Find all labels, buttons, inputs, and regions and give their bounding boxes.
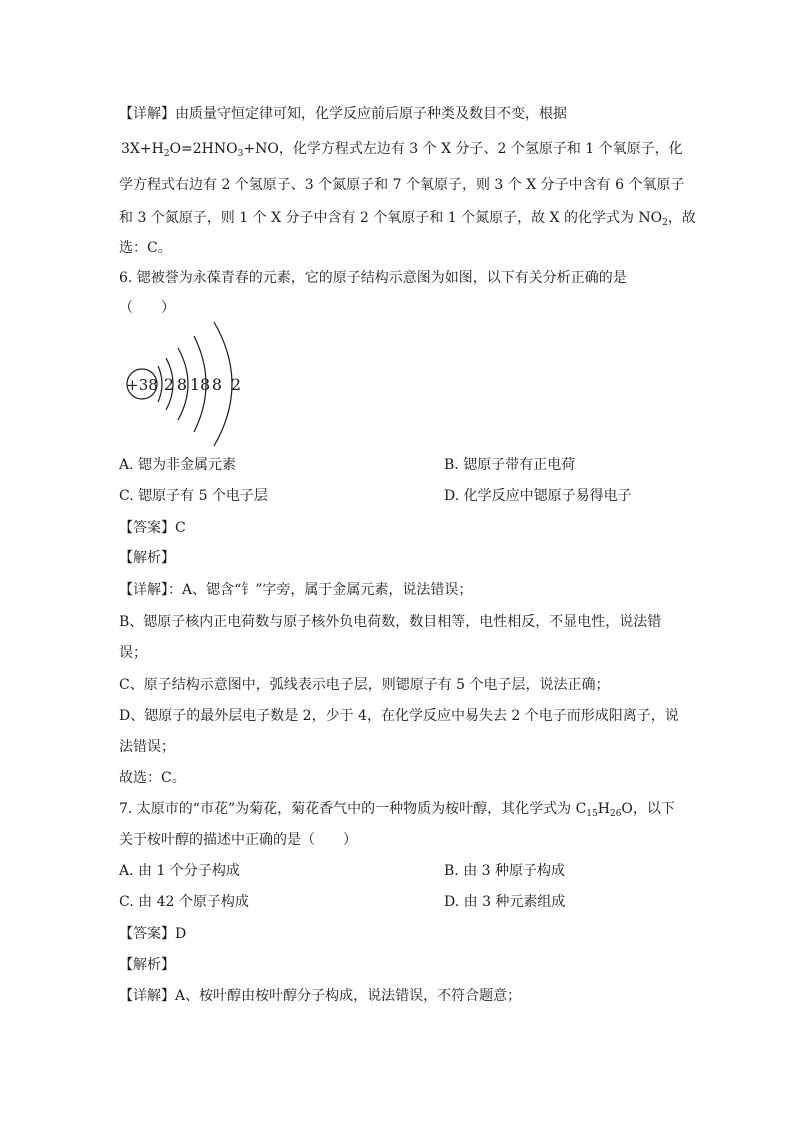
q5-detail-line-1: 【详解】由质量守恒定律可知，化学反应前后原子种类及数目不变，根据 xyxy=(119,106,567,122)
q6-detail-d-line-2: 法错误； xyxy=(119,739,175,755)
q6-option-a: A. 锶为非金属元素 xyxy=(119,457,237,473)
q7-option-c: C. 由 42 个原子构成 xyxy=(119,894,249,910)
atomic-structure-diagram xyxy=(118,318,258,454)
q7-stem-line-1: 7. 太原市的“市花”为菊花，菊花香气中的一种物质为桉叶醇，其化学式为 $C_{15}H_{26}O$，以下 xyxy=(119,801,675,819)
q7-option-a: A. 由 1 个分子构成 xyxy=(119,863,240,879)
q5-detail-line-5: 选：C。 xyxy=(119,240,172,256)
shell-electrons-4: 8 xyxy=(211,375,223,394)
q7-detail-a: 【详解】A、桉叶醇由桉叶醇分子构成，说法错误，不符合题意； xyxy=(119,988,522,1004)
q6-detail-b-line-2: 误； xyxy=(119,645,147,661)
q7-analysis-heading: 【解析】 xyxy=(119,957,175,973)
q5-detail-line-3: 学方程式右边有 2 个氢原子、3 个氮原子和 7 个氧原子，则 3 个 X 分子中含有 6 个氧原子 xyxy=(119,177,685,193)
q6-conclusion: 故选：C。 xyxy=(119,770,186,786)
q6-detail-a: 【详解】：A、锶含“钅”字旁，属于金属元素，说法错误； xyxy=(119,582,473,598)
electron-shell-arc-1 xyxy=(158,366,162,402)
q6-detail-d-line-1: D、锶原子的最外层电子数是 2，少于 4，在化学反应中易失去 2 个电子而形成阳离子，说 xyxy=(119,708,679,724)
equation: $3X+H_2O=2HNO_3+NO$ xyxy=(121,141,279,159)
q6-answer: 【答案】C xyxy=(119,520,186,536)
q6-analysis-heading: 【解析】 xyxy=(119,550,175,566)
shell-electrons-1: 2 xyxy=(163,375,175,394)
q6-stem-line-2: （ ） xyxy=(119,300,175,316)
q6-option-b: B. 锶原子带有正电荷 xyxy=(444,457,576,473)
q5-detail-line-2: $3X+H_2O=2HNO_3+NO$，化学方程式左边有 3 个 X 分子、2 个氢原子和 1 个氧原子，化 xyxy=(121,141,683,159)
q7-option-b: B. 由 3 种原子构成 xyxy=(444,863,565,879)
shell-electrons-5: 2 xyxy=(230,375,242,394)
q6-stem-line-1: 6. 锶被誉为永葆青春的元素，它的原子结构示意图为如图，以下有关分析正确的是 xyxy=(119,270,627,286)
nucleus-charge: +38 xyxy=(126,376,158,394)
q7-option-d: D. 由 3 种元素组成 xyxy=(444,894,566,910)
q6-option-c: C. 锶原子有 5 个电子层 xyxy=(119,488,268,504)
shell-electrons-3: 18 xyxy=(189,375,211,394)
q7-stem-line-2: 关于桉叶醇的描述中正确的是（ ） xyxy=(119,832,357,848)
q7-answer: 【答案】D xyxy=(119,926,187,942)
shell-electrons-2: 8 xyxy=(176,375,188,394)
q6-option-d: D. 化学反应中锶原子易得电子 xyxy=(444,488,632,504)
q6-detail-c: C、原子结构示意图中，弧线表示电子层，则锶原子有 5 个电子层，说法正确； xyxy=(119,677,610,693)
q5-detail-line-4: 和 3 个氮原子，则 1 个 X 分子中含有 2 个氧原子和 1 个氮原子，故 X 的化学式为 $NO_2$，故 xyxy=(119,210,696,228)
q6-detail-b-line-1: B、锶原子核内正电荷数与原子核外负电荷数，数目相等，电性相反，不显电性，说法错 xyxy=(119,614,662,630)
